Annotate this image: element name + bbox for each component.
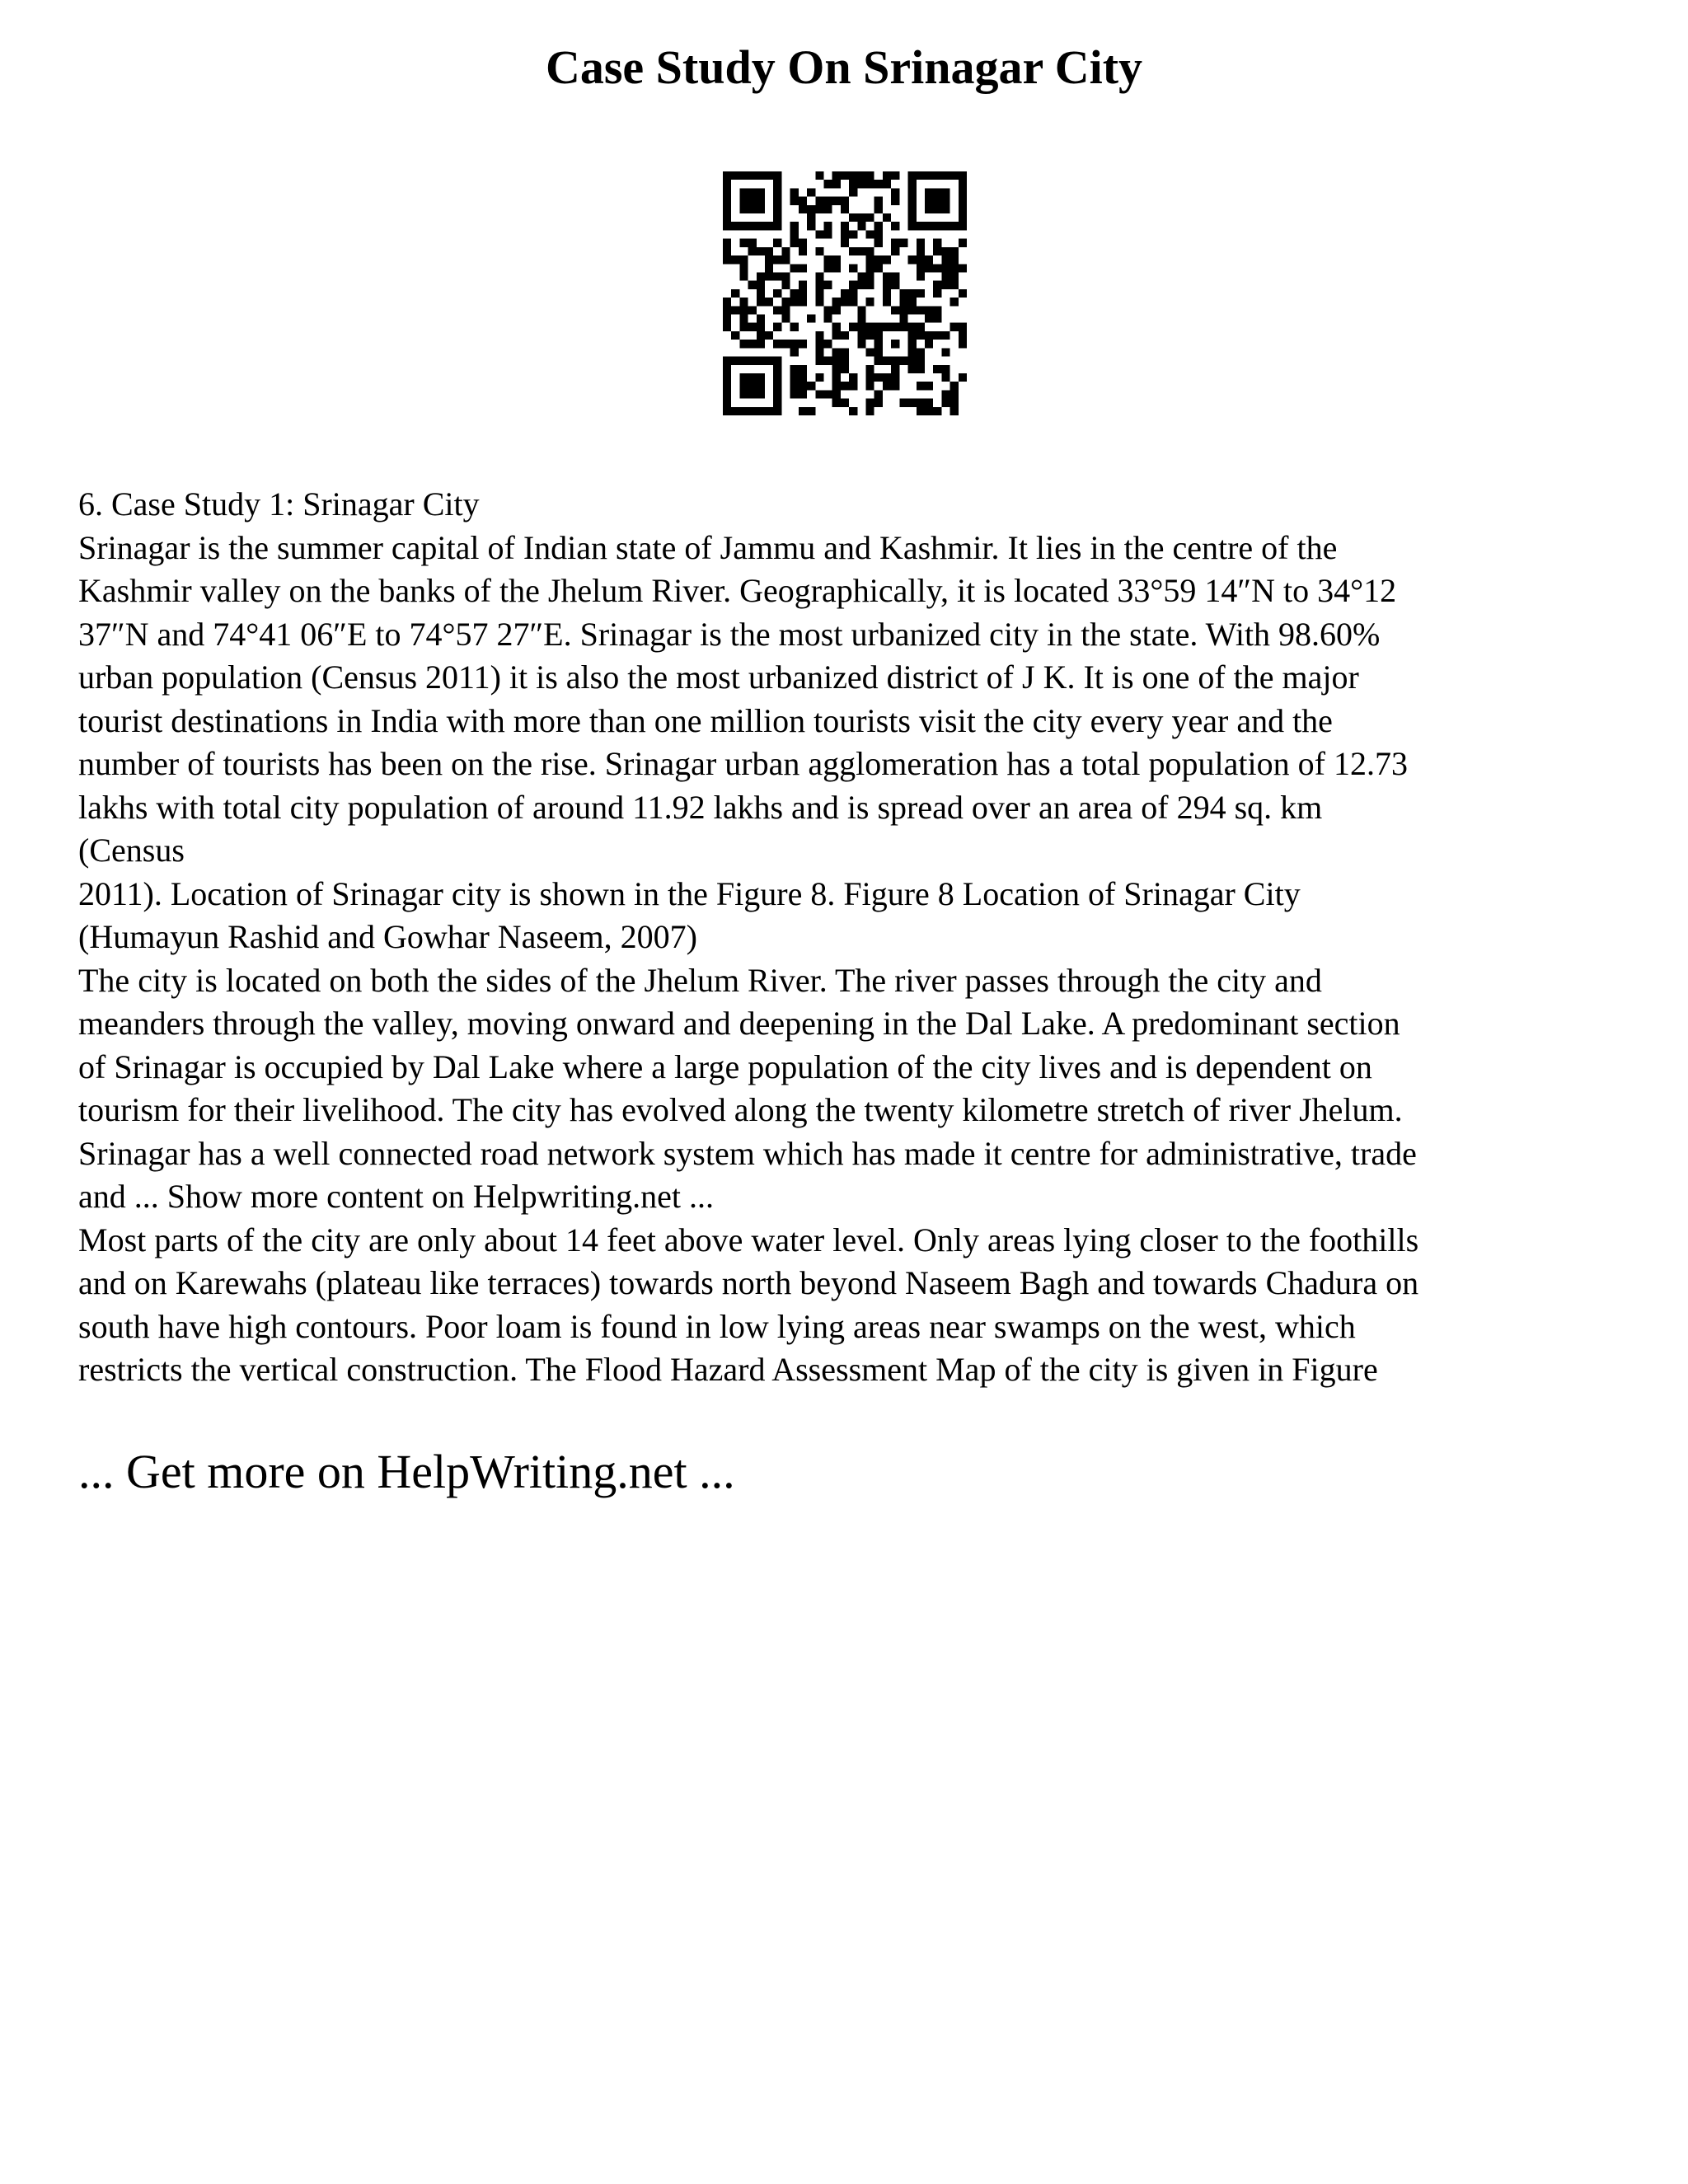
section-heading: 6. Case Study 1: Srinagar City bbox=[78, 485, 480, 523]
document-body bbox=[78, 483, 1628, 1392]
document-title: Case Study On Srinagar City bbox=[545, 40, 1143, 94]
get-more-link[interactable]: ... Get more on HelpWriting.net ... bbox=[78, 1445, 735, 1498]
paragraph-introduction: Srinagar is the summer capital of Indian state of Jammu and Kashmir. It lies in the centre of the Kashmir valley on the banks of the Jhelum River. Geographically, it is located 33°59 14″N to 34°12 37″N and 74°41 06″E to 74°57 27″E. Srinagar is the most urbanized city in the state. With 98.60% urban population (Census 2011) it is also the most urbanized district of J K. It is one of the major tourist destinations in India with more than one million tourists visit the city every year and the number of tourists has been on the rise. Srinagar urban agglomeration has a total population of 12.73 lakhs with total city population of around 11.92 lakhs and is spread over an area of 294 sq. km (Census 2011). Location of Srinagar city is shown in the Figure 8. Figure 8 Location of Srinagar City (Humayun Rashid and Gowhar Naseem, 2007) bbox=[78, 528, 1408, 955]
paragraph-geography: The city is located on both the sides of the Jhelum River. The river passes through the city and meanders through the valley, moving onward and deepening in the Dal Lake. A predominant section of Srinagar is occupied by Dal Lake where a large population of the city lives and is dependent on tourism for their livelihood. The city has evolved along the twenty kilometre stretch of river Jhelum. Srinagar has a well connected road network system which has made it centre for administrative, trade and ... Show more content on Helpwriting.net ... bbox=[78, 961, 1417, 1215]
paragraph-terrain: Most parts of the city are only about 14 feet above water level. Only areas lying closer to the foothills and on Karewahs (plateau like terraces) towards north beyond Naseem Bagh and towards Chadura on south have high contours. Poor loam is found in low lying areas near swamps on the west, which restricts the vertical construction. The Flood Hazard Assessment Map of the city is given in Figure bbox=[78, 1221, 1419, 1388]
qr-code-icon bbox=[723, 171, 967, 415]
